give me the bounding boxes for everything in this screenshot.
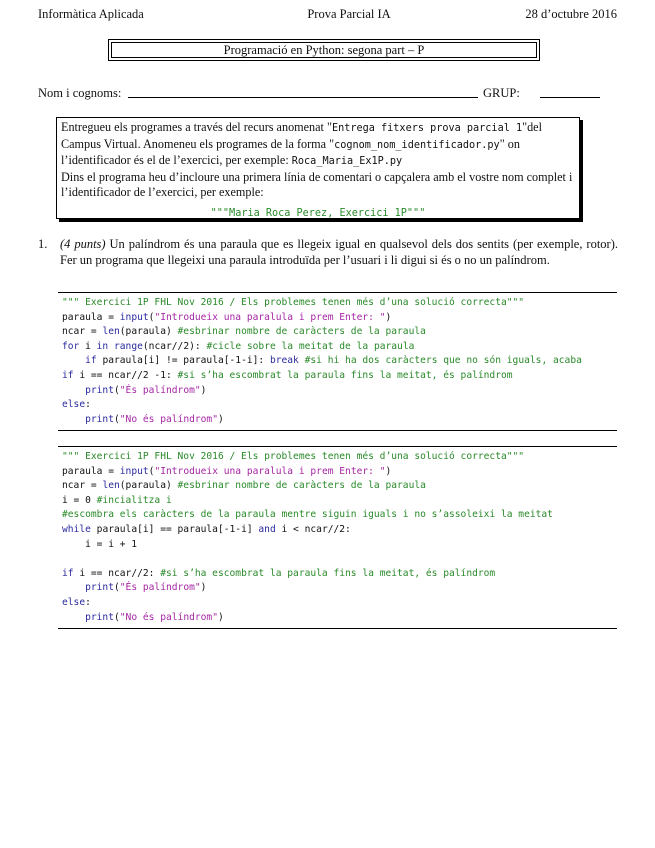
code-token: print	[85, 413, 114, 425]
instr-text-1: Entregueu els programes a través del recurs anomenat "	[61, 120, 332, 134]
code-token: :	[85, 596, 91, 608]
code-token: )	[217, 611, 224, 623]
question-text	[60, 237, 618, 268]
code-token: #escombra els caràcters de la paraula mentre siguin iguals i no s’assoleixi la meitat	[62, 509, 553, 521]
instructions-header-example: """Maria Roca Perez, Exercici 1P"""	[210, 207, 426, 219]
code-token: paraula[i] == paraula[-1-i]	[90, 523, 259, 535]
code-line	[62, 508, 617, 523]
code-token: """ Exercici 1P FHL Nov 2016 / Els problemes tenen més d’una solució correcta"""	[62, 451, 525, 462]
code-line	[62, 523, 617, 538]
code-token: and	[258, 523, 276, 535]
code-token: "És palíndrom"	[119, 582, 201, 594]
question-number: 1.	[38, 237, 48, 251]
code-token	[62, 414, 85, 425]
exam-date: 28 d’octubre 2016	[525, 7, 617, 21]
code-token: input	[119, 465, 149, 477]
code-token: break	[269, 355, 299, 367]
code-token: len	[102, 480, 120, 492]
code-token: range	[114, 340, 143, 352]
code-listing-solution-2	[58, 446, 617, 629]
exam-name: Prova Parcial IA	[307, 7, 391, 21]
code-token	[62, 612, 85, 623]
code-token: input	[119, 311, 149, 323]
code-line	[62, 611, 617, 626]
code-token: i	[79, 340, 97, 352]
code-line	[62, 296, 617, 311]
group-label: GRUP:	[483, 86, 520, 100]
code-line	[62, 538, 617, 553]
group-blank-line	[540, 97, 600, 98]
code-token: i = i + 1	[62, 538, 138, 550]
question-points: (4 punts)	[60, 237, 106, 251]
code-token: else	[62, 399, 86, 411]
code-token: #cicle sobre la meitat de la paraula	[206, 340, 415, 352]
code-token: print	[85, 384, 114, 396]
title-box	[108, 39, 540, 61]
code-token: )	[385, 311, 392, 323]
code-token: ncar =	[62, 326, 103, 338]
instructions-box	[56, 117, 580, 219]
code-token	[62, 355, 85, 366]
page-title: Programació en Python: segona part – P	[111, 42, 537, 58]
code-token: if	[62, 567, 74, 579]
course-name: Informàtica Aplicada	[38, 7, 144, 21]
code-listing-solution-1	[58, 292, 617, 431]
code-line	[62, 479, 617, 494]
name-blank-line	[128, 97, 478, 98]
code-token: "Introdueix una paralula i prem Enter: "	[154, 465, 386, 477]
code-token: :	[85, 399, 91, 411]
code-token: (	[114, 384, 120, 396]
code-token: len	[102, 326, 120, 338]
code-token: "És palíndrom"	[119, 384, 201, 396]
code-token: #si hi ha dos caràcters que no són iguals, acaba	[304, 355, 582, 367]
code-token: #esbrinar nombre de caràcters de la paraula	[177, 326, 426, 338]
code-token: )	[217, 413, 224, 425]
code-token: if	[62, 369, 74, 381]
code-line	[62, 325, 617, 340]
code-line	[62, 494, 617, 509]
code-token: """ Exercici 1P FHL Nov 2016 / Els problemes tenen més d’una solució correcta"""	[62, 297, 525, 308]
code-token: "No és palíndrom"	[119, 611, 218, 623]
code-token: (	[114, 611, 120, 623]
code-token: (ncar//2):	[142, 340, 207, 352]
code-token	[62, 582, 85, 593]
code-token: (	[114, 413, 120, 425]
code-token: paraula =	[62, 465, 120, 477]
instr-text-3: " on l’identificador és el de l’exercici, per exemple:	[61, 136, 520, 167]
instr-resource-name: Entrega fitxers prova parcial 1	[331, 123, 523, 134]
code-token: "No és palíndrom"	[119, 413, 218, 425]
code-token: paraula[i] != paraula[-1-i]:	[96, 355, 270, 367]
code-line	[62, 398, 617, 413]
instr-filename-example: Roca_Maria_Ex1P.py	[291, 156, 403, 167]
code-line	[62, 354, 617, 369]
code-line	[62, 552, 617, 567]
code-line	[62, 340, 617, 355]
code-line	[62, 596, 617, 611]
code-token: print	[85, 582, 114, 594]
instr-text-2: "del Campus Virtual. Anomeneu els programes de la forma "	[61, 120, 542, 151]
code-line	[62, 369, 617, 384]
code-token: i = 0	[62, 494, 97, 506]
code-token: (	[148, 465, 155, 477]
code-line	[62, 384, 617, 399]
code-token: )	[200, 582, 207, 594]
code-token	[62, 385, 85, 396]
page-header	[38, 7, 617, 23]
code-token: while	[62, 523, 91, 535]
code-token: for	[62, 340, 80, 352]
code-token: else	[62, 596, 86, 608]
code-token: i == ncar//2:	[73, 567, 161, 579]
code-token: #si s’ha escombrat la paraula fins la meitat, és palíndrom	[160, 567, 496, 579]
code-token: "Introdueix una paralula i prem Enter: "	[154, 311, 386, 323]
code-token: paraula =	[62, 311, 120, 323]
code-token: (	[148, 311, 155, 323]
code-line	[62, 413, 617, 428]
code-token: if	[85, 355, 97, 367]
question-statement: Un palíndrom és una paraula que es llegeix igual en qualsevol dels dos sentits (per exemple, rotor). Fer un programa que llegeixi una paraula introduïda per l’usuari i li digui si és o no un palíndrom.	[60, 237, 618, 267]
code-token: (paraula)	[119, 326, 178, 338]
code-token: )	[200, 384, 207, 396]
code-line	[62, 581, 617, 596]
code-token: print	[85, 611, 114, 623]
instr-filename-pattern: cognom_nom_identificador.py	[334, 139, 500, 151]
code-line	[62, 465, 617, 480]
code-line	[62, 450, 617, 465]
instructions-paragraph	[61, 120, 575, 170]
code-token: i == ncar//2 -1:	[73, 369, 178, 381]
code-line	[62, 311, 617, 326]
instructions-header-note: Dins el programa heu d’incloure una primera línia de comentari o capçalera amb el vostre nom complet i l’identificador de l’exercici, per exemple:	[61, 169, 573, 199]
name-row	[38, 86, 618, 102]
code-token: #si s’ha escombrat la paraula fins la meitat, és palíndrom	[177, 369, 513, 381]
code-token: #incialitza i	[96, 494, 172, 506]
question-1	[38, 237, 618, 268]
name-label: Nom i cognoms:	[38, 86, 122, 100]
code-token: )	[385, 465, 392, 477]
code-line	[62, 567, 617, 582]
code-token: #esbrinar nombre de caràcters de la paraula	[177, 480, 426, 492]
code-token: in	[96, 340, 109, 352]
code-token: (paraula)	[119, 480, 178, 492]
code-token: (	[114, 582, 120, 594]
code-token: i < ncar//2:	[275, 523, 351, 535]
code-token: ncar =	[62, 480, 103, 492]
